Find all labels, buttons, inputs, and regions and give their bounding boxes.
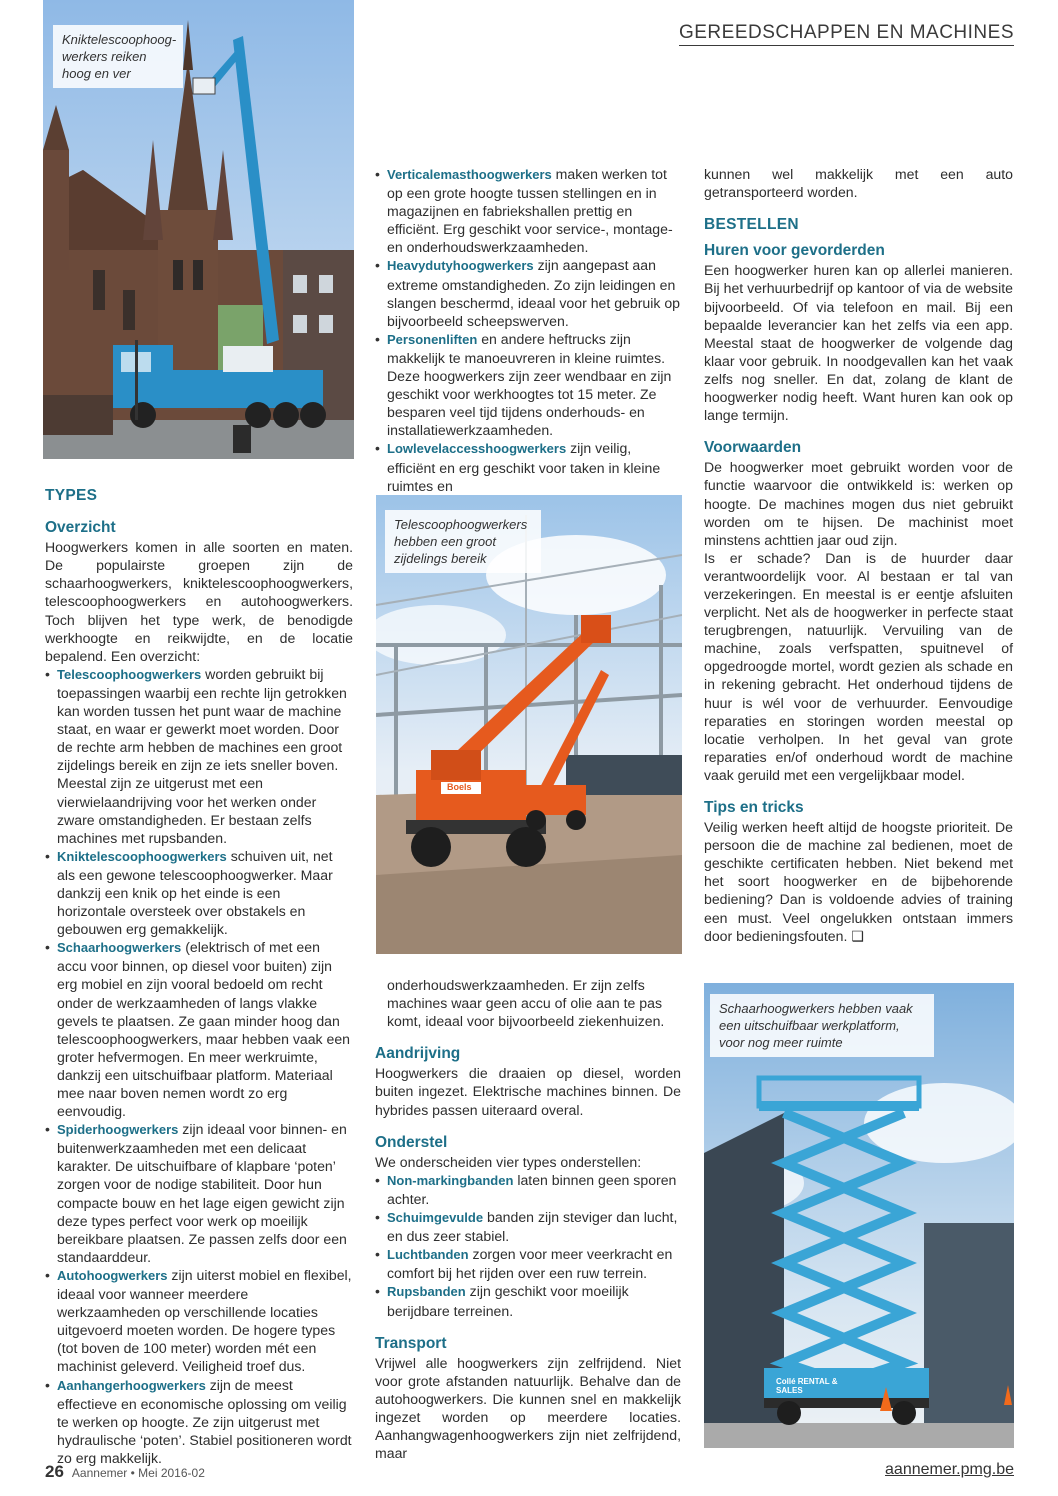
photo3-brand-label: Collé RENTAL & SALES bbox=[776, 1377, 838, 1395]
heading-huren: Huren voor gevorderden bbox=[704, 242, 885, 260]
column-2-top bbox=[375, 165, 681, 495]
list-item: • Lowlevelaccesshoogwerkers zijn veilig, efficiënt en erg geschikt voor taken in kleine ruimtes en bbox=[375, 439, 681, 494]
voorwaarden-paragraph-2: Is er schade? Dan is de huurder daar verantwoordelijk voor. Al bestaan er tal van verzekeringen. En meestal is er eentje afsluiten verplicht. Net als de hoogwerker in perfecte staat terugbrengen, natuurlijk. Vervuiling van de machine, zoals verfspatten, spuitnevel of opgedroogde mortel, wordt gezien als schade en in rekening gebracht. Het onderhoud tijdens de huur is wél voor de verhuurder. Eenvoudige reparaties en storingen worden meestal op locatie verholpen. In het geval van grote reparaties en/of onderhoud wordt de machine vaak geruild met een vergelijkbaar model. bbox=[704, 549, 1013, 783]
magazine-issue: Aannemer • Mei 2016-02 bbox=[71, 1466, 205, 1480]
aandrijving-paragraph: Hoogwerkers die draaien op diesel, worden buiten ingezet. Elektrische machines binnen. De hybrides passen uiteraard overal. bbox=[375, 1065, 681, 1118]
list-item: • Aanhangerhoogwerkers zijn de meest effectieve en economische oplossing om veilig te werken op hoogte. Ze zijn uitgerust met hydraulische ‘poten’. Stabiel positioneren wordt zo erg makkelijk. bbox=[45, 1376, 353, 1467]
list-item: • Autohoogwerkers zijn uiterst mobiel en flexibel, ideaal voor wanneer meerdere werkzaamheden op verschillende locaties uitgevoerd moeten worden. De hogere types (tot boven de 100 meter) worden mét een machinist geleverd. Veiligheid troef dus. bbox=[45, 1266, 353, 1376]
heading-bestellen: BESTELLEN bbox=[704, 216, 799, 234]
heading-aandrijving: Aandrijving bbox=[375, 1045, 461, 1063]
column-3 bbox=[704, 165, 1013, 945]
section-heading: GEREEDSCHAPPEN EN MACHINES bbox=[679, 22, 1014, 46]
photo3-caption: Schaarhoogwerkers hebben vaak een uitschuifbaar werkplatform, voor nog meer ruimte bbox=[710, 994, 934, 1057]
list-item: • Schuimgevulde banden zijn steviger dan lucht, en dus zeer stabiel. bbox=[375, 1208, 681, 1245]
list-item: • Schaarhoogwerkers (elektrisch of met een accu voor binnen, op diesel voor buiten) zijn erg mobiel en zijn vooral bedoeld om recht onder de werkzaamheden of langs vlakke gevels te plaatsen. Ze gaan minder hoog dan telescoophoogwerkers, maar hebben vaak een groter hefvermogen. En meer werkruimte, dankzij een uitschuifbaar platform. Materiaal mee naar boven nemen wordt zo erg eenvoudig. bbox=[45, 938, 353, 1120]
heading-tips: Tips en tricks bbox=[704, 799, 804, 816]
heading-types: TYPES bbox=[45, 487, 98, 504]
photo1-caption: Kniktelescoophoog- werkers reiken hoog en ver bbox=[53, 25, 183, 88]
column-2-bottom bbox=[375, 976, 681, 1462]
continued-paragraph: kunnen wel makkelijk met een auto getransporteerd worden. bbox=[704, 166, 1013, 201]
list-item: • Verticalemasthoogwerkers maken werken tot op een grote hoogte tussen stellingen en in magazijnen en fabriekshallen prettig en efficiënt. Erg geschikt voor service-, montage- en onderhoudswerkzaamheden. bbox=[375, 165, 681, 256]
huren-paragraph: Een hoogwerker huren kan op allerlei manieren. Bij het verhuurbedrijf op kantoor of via de website bijvoorbeeld. Of via telefoon en mail. Bij een bepaalde leverancier kan het zelfs via een app. Meestal staat de hoogwerker de volgende dag klaar voor gebruik. In noodgevallen kan het vaak zelfs nog sneller. En dat, zolang de klant de hoogwerker nodig heeft. Want huren kan ook op lange termijn. bbox=[704, 262, 1013, 424]
heading-overzicht: Overzicht bbox=[45, 519, 116, 537]
photo2-brand-label: Boels bbox=[447, 782, 472, 792]
footer-url-link[interactable]: aannemer.pmg.be bbox=[885, 1461, 1014, 1478]
list-item: • Telescoophoogwerkers worden gebruikt bij toepassingen waarbij een rechte lijn getrokken kan worden tussen het punt waar de machine staat, en waar er gewerkt moet worden. Door de rechte arm hebben de machines een groot zijdelings bereik en zijn ze iets sneller boven. Meestal zijn ze uitgerust met een vierwielaandrijving voor het werken onder zware omstandigheden. Er bestaan zelfs machines met rupsbanden. bbox=[45, 665, 353, 847]
page-number: 26 bbox=[45, 1462, 64, 1481]
column-1 bbox=[45, 487, 353, 1467]
list-item: • Heavydutyhoogwerkers zijn aangepast aan extreme omstandigheden. Zo zijn leidingen en slangen beschermd, ideaal voor het gebruik op bijvoorbeeld scheepswerven. bbox=[375, 256, 681, 329]
tips-paragraph: Veilig werken heeft altijd de hoogste prioriteit. De persoon die de machine zal bedienen, moet de geschikte certificaten hebben. Niet bekend met het soort hoogwerker en de bijbehorende bediening? Dan is voldoende advies of training een must. Veel ongelukken ontstaan immers door bedieningsfouten. ❑ bbox=[704, 819, 1013, 944]
transport-paragraph: Vrijwel alle hoogwerkers zijn zelfrijdend. Niet voor grote afstanden natuurlijk. Behalve dan de autohoogwerkers. Die kunnen snel en makkelijk ingezet worden op meerdere locaties. Aanhangwagenhoogwerkers zijn niet zelfrijdend, maar bbox=[375, 1354, 681, 1462]
list-item: • Kniktelescoophoogwerkers schuiven uit, net als een gewone telescoophoogwerker. Maar dankzij een knik op het einde is een horizontale oversteek over obstakels en gebouwen erg gemakkelijk. bbox=[45, 847, 353, 938]
voorwaarden-paragraph-1: De hoogwerker moet gebruikt worden voor de functie waarvoor die ontwikkeld is: werken op hoogte. De machines mogen dus niet gebruikt worden om te hijsen. De machinist moet minstens achttien jaar oud zijn. bbox=[704, 459, 1013, 548]
types-list-2 bbox=[375, 165, 681, 495]
list-item: • Personenliften en andere heftrucks zijn makkelijk te manoeuvreren in kleine ruimtes. Deze hoogwerkers zijn zeer wendbaar en zijn geschikt voor werkhoogtes tot 15 meter. Ze besparen veel tijd tijdens onderhouds- en installatiewerkzaamheden. bbox=[375, 330, 681, 440]
heading-transport: Transport bbox=[375, 1334, 447, 1352]
list-item: • Luchtbanden zorgen voor meer veerkracht en comfort bij het rijden over een ruw terrein. bbox=[375, 1245, 681, 1282]
end-of-article-icon: ❑ bbox=[851, 927, 864, 944]
list-item: • Rupsbanden zijn geschikt voor moeilijk berijdbare terreinen. bbox=[375, 1282, 681, 1319]
heading-onderstel: Onderstel bbox=[375, 1133, 448, 1151]
onderstel-intro: We onderscheiden vier types onderstellen: bbox=[375, 1153, 642, 1170]
continued-paragraph: onderhoudswerkzaamheden. Er zijn zelfs machines waar geen accu of olie aan te pas komt, ideaal voor bijvoorbeeld ziekenhuizen. bbox=[387, 977, 665, 1030]
footer-folio bbox=[45, 1462, 205, 1482]
heading-voorwaarden: Voorwaarden bbox=[704, 439, 802, 457]
types-list-1 bbox=[45, 665, 353, 1467]
onderstel-list bbox=[375, 1171, 681, 1320]
photo2-caption: Telescoophoogwerkers hebben een groot zijdelings bereik bbox=[385, 510, 541, 573]
list-item: • Non-markingbanden laten binnen geen sporen achter. bbox=[375, 1171, 681, 1208]
overzicht-paragraph: Hoogwerkers komen in alle soorten en maten. De populairste groepen zijn de schaarhoogwerkers, kniktelescoophoogwerkers, telescoophoogwerkers en autohoogwerkers. Toch blijven het type werk, de benodigde werkhoogte en reikwijdte, en de locatie bepalend. Een overzicht: bbox=[45, 539, 353, 664]
list-item: • Spiderhoogwerkers zijn ideaal voor binnen- en buitenwerkzaamheden met een delicaat karakter. De uitschuifbare of klapbare ‘poten’ zorgen voor de nodige stabiliteit. Door hun compacte bouw en het lage eigen gewicht zijn deze types perfect voor werk op moeilijk bereikbare plaatsen. Ze passen zelfs door een standaarddeur. bbox=[45, 1120, 353, 1266]
